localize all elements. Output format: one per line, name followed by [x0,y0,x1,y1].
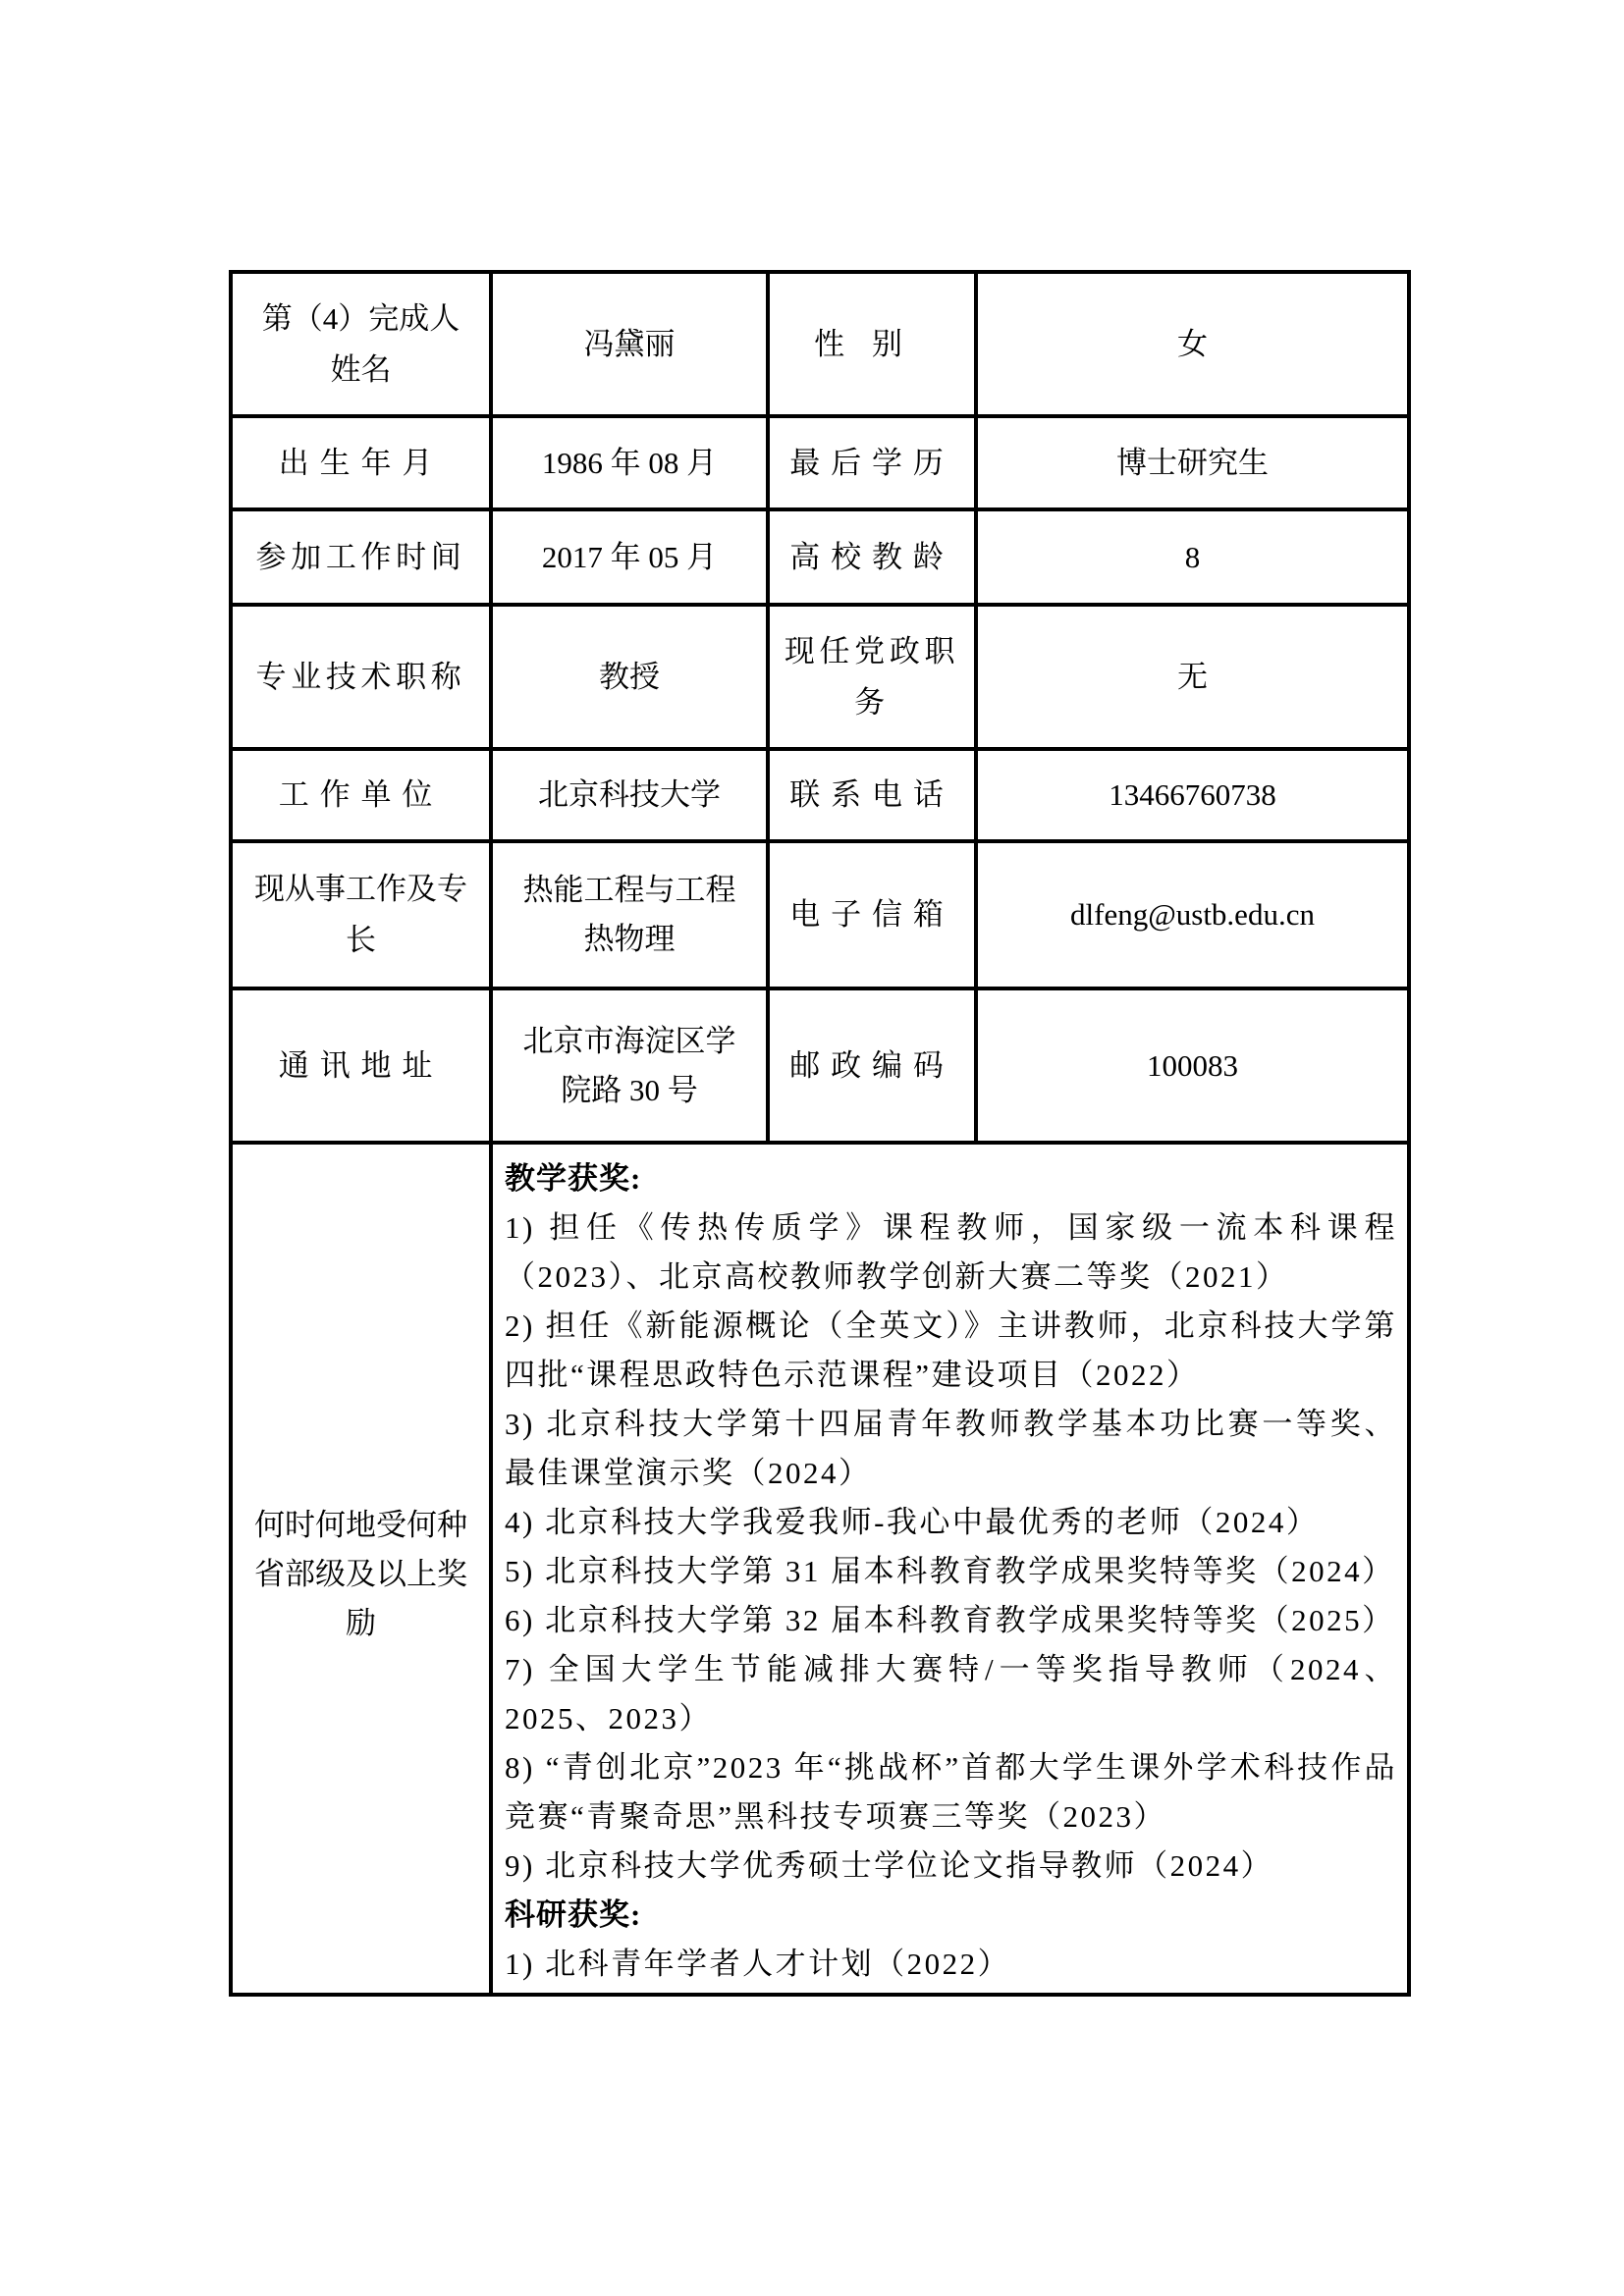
completor-info-table [229,270,1411,1997]
value-birth-date: 1986 年 08 月 [491,416,768,509]
award-item: 1) 北科青年学者人才计划（2022） [505,1947,1011,1981]
table-row [231,509,1409,605]
label-mailing-address: 通讯地址 [231,988,491,1143]
table-row [231,272,1409,416]
label-party-position: 现任党政职务 [768,605,976,749]
value-current-work-specialty: 热能工程与工程热物理 [491,841,768,988]
label-phone: 联系电话 [768,749,976,841]
label-work-start-time: 参加工作时间 [231,509,491,605]
award-item: 1) 担任《传热传质学》课程教师，国家级一流本科课程（2023）、北京高校教师教学创新大赛二等奖（2021） [505,1210,1397,1294]
award-item: 7) 全国大学生节能减排大赛特/一等奖指导教师（2024、2025、2023） [505,1652,1397,1735]
award-item: 4) 北京科技大学我爱我师-我心中最优秀的老师（2024） [505,1505,1320,1539]
label-current-work-specialty: 现从事工作及专长 [231,841,491,988]
label-highest-degree: 最后学历 [768,416,976,509]
label-postal-code: 邮政编码 [768,988,976,1143]
value-work-start-time: 2017 年 05 月 [491,509,768,605]
value-gender: 女 [976,272,1409,416]
table-row [231,988,1409,1143]
award-item: 2) 担任《新能源概论（全英文）》主讲教师，北京科技大学第四批“课程思政特色示范课程”建设项目（2022） [505,1308,1397,1392]
award-item: 6) 北京科技大学第 32 届本科教育教学成果奖特等奖（2025） [505,1603,1395,1637]
value-highest-degree: 博士研究生 [976,416,1409,509]
table-row [231,749,1409,841]
research-awards-heading: 科研获奖: [505,1897,642,1932]
value-teaching-years: 8 [976,509,1409,605]
label-teaching-years: 高校教龄 [768,509,976,605]
label-awards: 何时何地受何种省部级及以上奖励 [231,1143,491,1995]
table-row [231,416,1409,509]
awards-row [231,1143,1409,1995]
label-birth-date: 出生年月 [231,416,491,509]
table-row [231,841,1409,988]
label-completor-name: 第（4）完成人姓名 [231,272,491,416]
label-work-unit: 工作单位 [231,749,491,841]
value-phone: 13466760738 [976,749,1409,841]
award-item: 8) “青创北京”2023 年“挑战杯”首都大学生课外学术科技作品竞赛“青聚奇思”黑科技专项赛三等奖（2023） [505,1750,1397,1834]
value-mailing-address: 北京市海淀区学院路 30 号 [491,988,768,1143]
value-work-unit: 北京科技大学 [491,749,768,841]
award-item: 3) 北京科技大学第十四届青年教师教学基本功比赛一等奖、最佳课堂演示奖（2024） [505,1407,1397,1490]
label-gender: 性别 [768,272,976,416]
value-professional-title: 教授 [491,605,768,749]
award-item: 5) 北京科技大学第 31 届本科教育教学成果奖特等奖（2024） [505,1554,1395,1588]
value-party-position: 无 [976,605,1409,749]
table-row [231,605,1409,749]
label-email: 电子信箱 [768,841,976,988]
awards-content [491,1143,1409,1995]
value-completor-name: 冯黛丽 [491,272,768,416]
award-item: 9) 北京科技大学优秀硕士学位论文指导教师（2024） [505,1848,1274,1883]
label-professional-title: 专业技术职称 [231,605,491,749]
teaching-awards-heading: 教学获奖: [505,1161,642,1196]
value-email: dlfeng@ustb.edu.cn [976,841,1409,988]
value-postal-code: 100083 [976,988,1409,1143]
